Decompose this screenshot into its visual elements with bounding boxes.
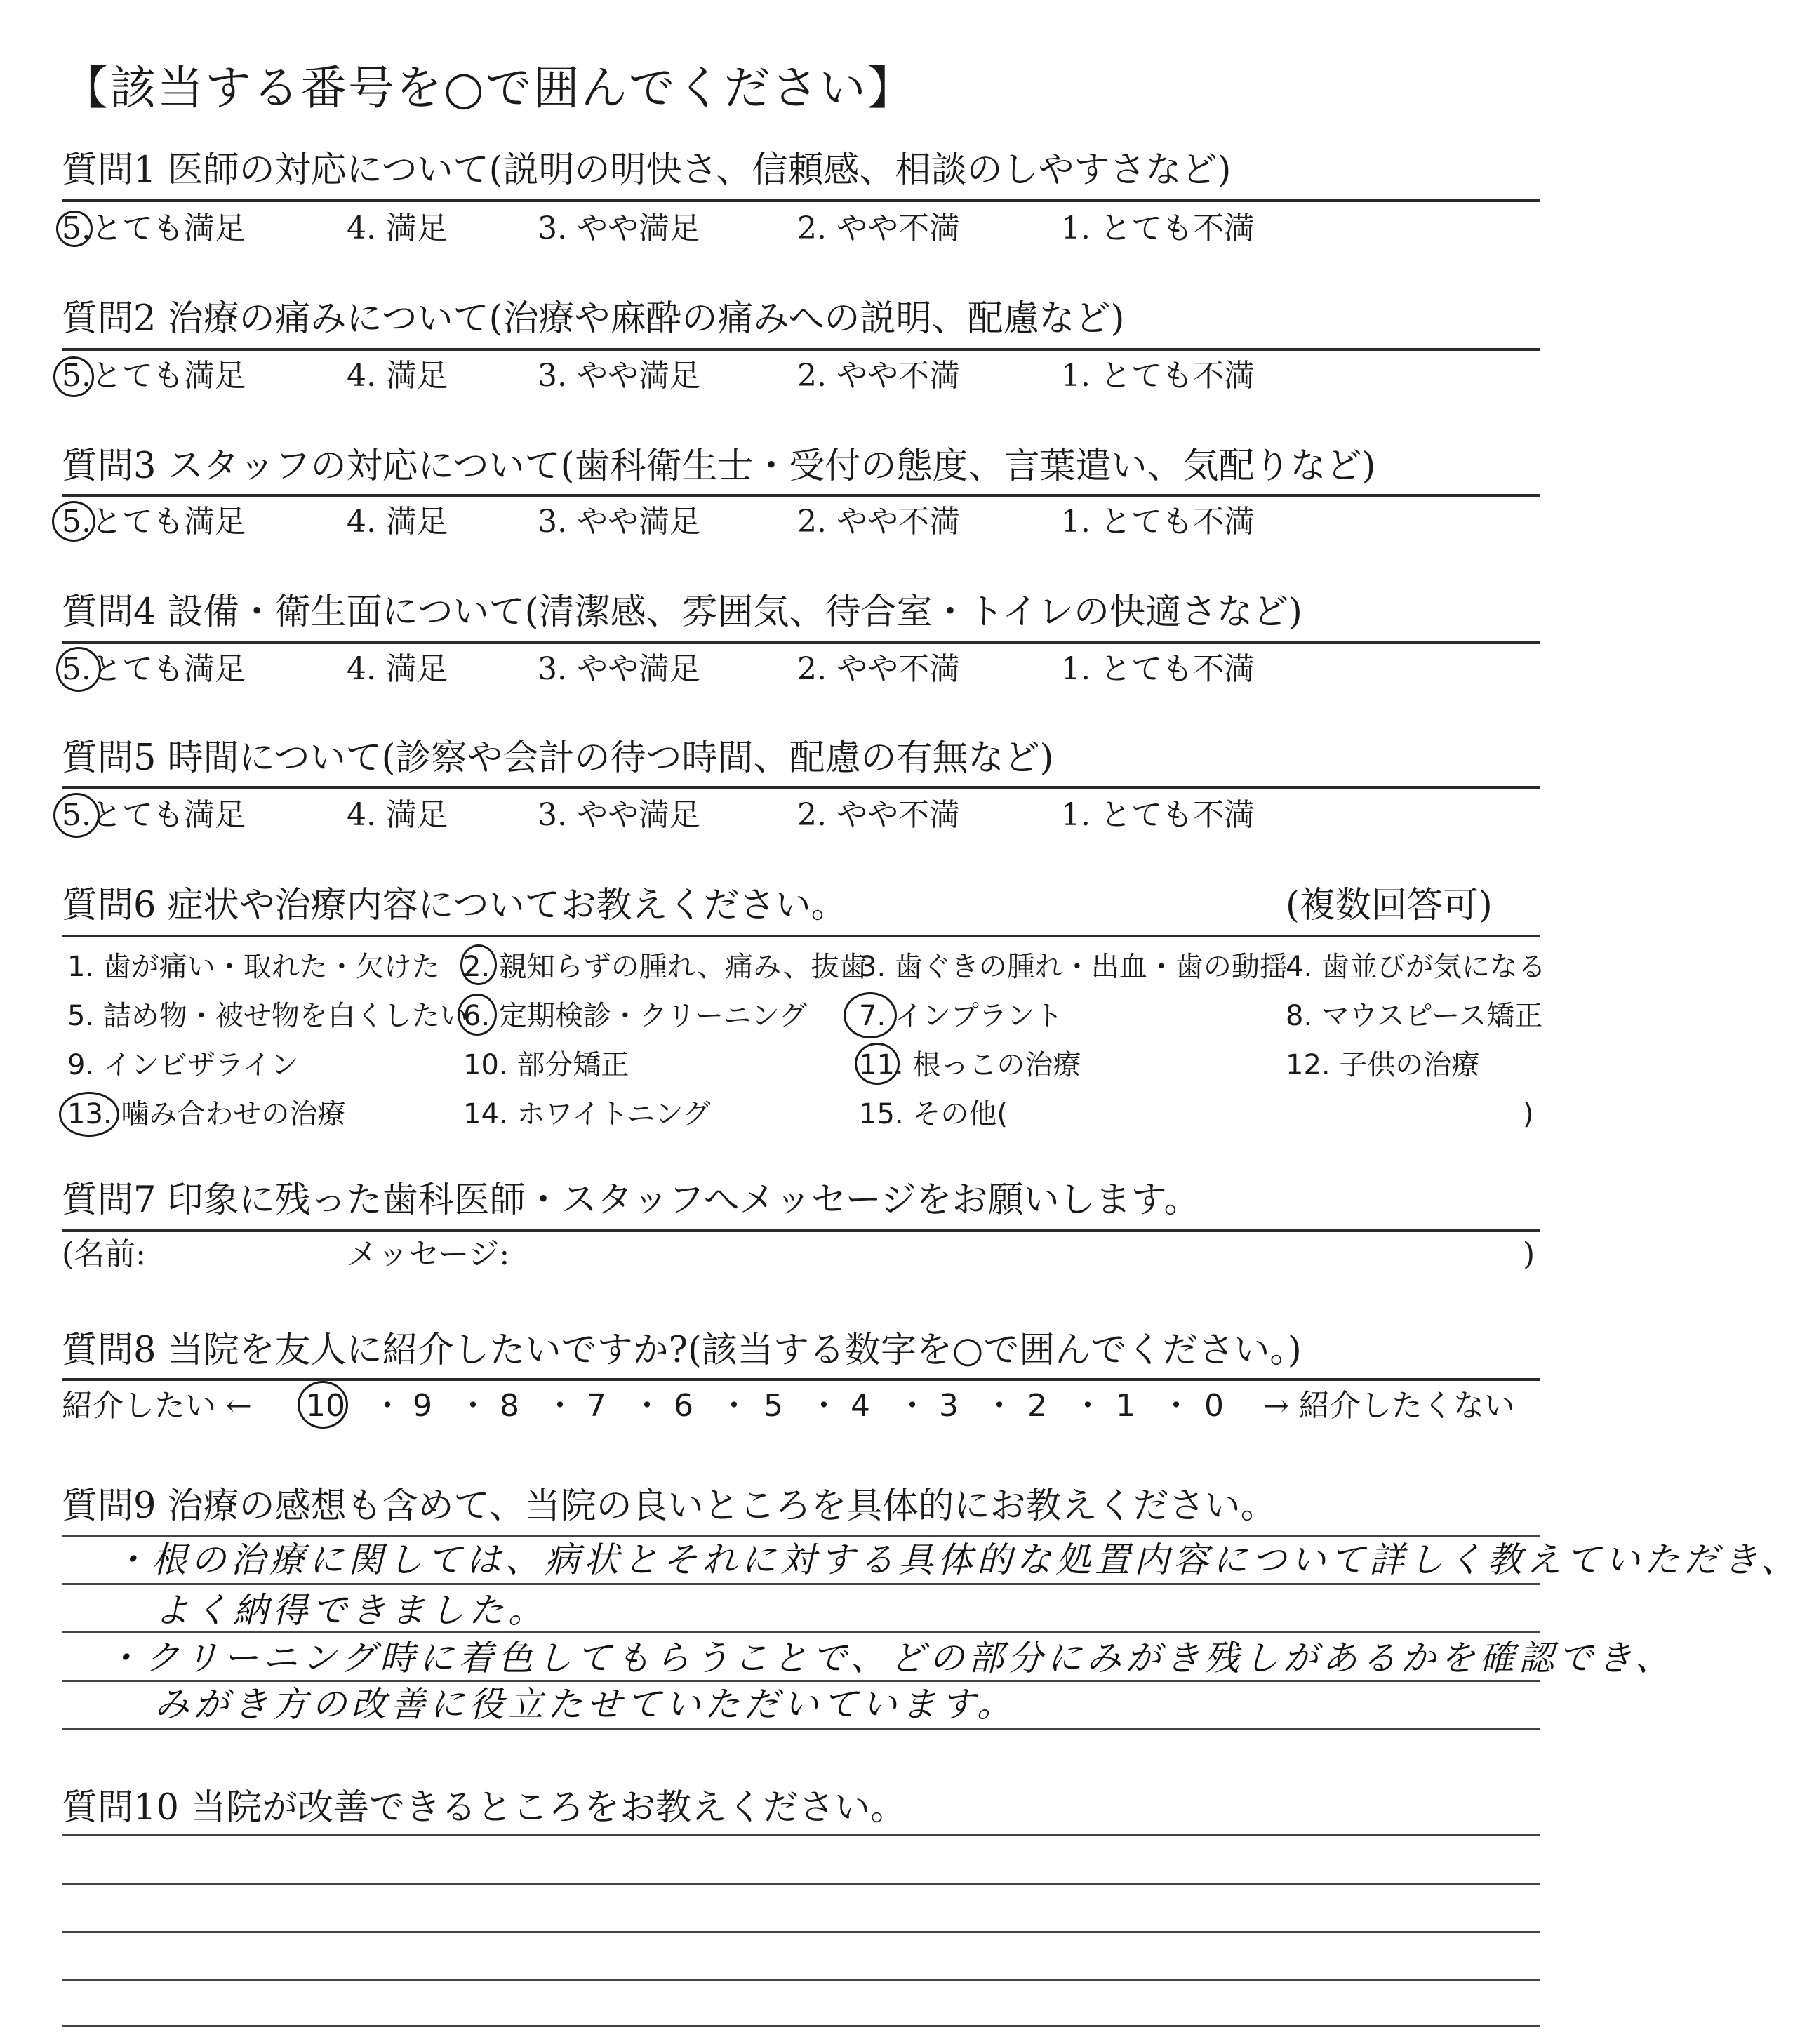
q8-scale-10[interactable]: 10: [306, 1388, 345, 1424]
q2-option-4[interactable]: 4. 満足: [347, 358, 448, 394]
q4-title: 質問4 設備・衛生面について(清潔感、雰囲気、待合室・トイレの快適さなど): [62, 592, 1302, 633]
q8-scale-0[interactable]: 0: [1204, 1388, 1224, 1424]
q6-item-4[interactable]: 4. 歯並びが気になる: [1286, 951, 1546, 983]
q6-circle-13: [59, 1092, 119, 1137]
q8-scale-1[interactable]: 1: [1116, 1388, 1135, 1424]
q6-item-2[interactable]: 2. 親知らずの腫れ、痛み、抜歯: [463, 951, 867, 983]
q4-option-5[interactable]: 5.とても満足: [62, 651, 246, 687]
q6-circle-11: [855, 1043, 900, 1085]
q3-option-5[interactable]: 5.とても満足: [62, 504, 246, 540]
q10-rule-1: [62, 1883, 1540, 1885]
q8-scale-6[interactable]: 6: [674, 1388, 693, 1424]
q1-option-2[interactable]: 2. やや不満: [797, 211, 960, 246]
q6-item-12[interactable]: 12. 子供の治療: [1286, 1049, 1480, 1081]
q5-option-5[interactable]: 5.とても満足: [62, 797, 246, 833]
q5-rule: [62, 786, 1540, 789]
q2-option-2[interactable]: 2. やや不満: [797, 358, 960, 394]
q8-dot: ・: [1072, 1388, 1103, 1424]
q10-rule-4: [62, 2025, 1540, 2027]
q8-scale-5[interactable]: 5: [764, 1388, 783, 1424]
q2-option-1[interactable]: 1. とても不満: [1061, 358, 1255, 394]
q6-item-6[interactable]: 6. 定期検診・クリーニング: [463, 1000, 808, 1032]
q7-close-paren: ): [1523, 1236, 1535, 1272]
q6-item-5[interactable]: 5. 詰め物・被せ物を白くしたい: [67, 1000, 468, 1032]
q1-rule: [62, 199, 1540, 202]
q8-dot: ・: [1161, 1388, 1192, 1424]
q1-title: 質問1 医師の対応について(説明の明快さ、信頼感、相談のしやすさなど): [62, 149, 1232, 191]
q8-scale-2[interactable]: 2: [1027, 1388, 1047, 1424]
q6-item-10[interactable]: 10. 部分矯正: [463, 1049, 629, 1081]
q8-scale-4[interactable]: 4: [851, 1388, 870, 1424]
q7-rule: [62, 1229, 1540, 1232]
q8-dot: ・: [719, 1388, 749, 1424]
q7-title: 質問7 印象に残った歯科医師・スタッフへメッセージをお願いします。: [62, 1180, 1200, 1221]
q6-multi-note: (複数回答可): [1286, 885, 1493, 926]
q6-item-1[interactable]: 1. 歯が痛い・取れた・欠けた: [67, 951, 440, 983]
q6-circle-7: [844, 992, 897, 1038]
q8-scale-9[interactable]: 9: [413, 1388, 432, 1424]
q6-item-15-close: ): [1523, 1098, 1534, 1130]
q1-option-4[interactable]: 4. 満足: [347, 211, 448, 246]
q7-name-label: (名前:: [62, 1236, 146, 1272]
q1-option-3[interactable]: 3. やや満足: [538, 211, 700, 246]
q8-rule: [62, 1378, 1540, 1381]
q8-dot: ・: [632, 1388, 662, 1424]
q6-title: 質問6 症状や治療内容についてお教えください。: [62, 885, 847, 926]
q6-circle-6: [458, 994, 497, 1036]
q8-scale-8[interactable]: 8: [500, 1388, 519, 1424]
q3-option-4[interactable]: 4. 満足: [347, 504, 448, 540]
q6-item-8[interactable]: 8. マウスピース矯正: [1286, 1000, 1543, 1032]
q6-item-13[interactable]: 13. 噛み合わせの治療: [67, 1098, 346, 1130]
q8-scale-3[interactable]: 3: [939, 1388, 959, 1424]
q2-option-3[interactable]: 3. やや満足: [538, 358, 700, 394]
q10-title: 質問10 当院が改善できるところをお教えください。: [62, 1787, 907, 1829]
q9-answer-line-4: みがき方の改善に役立たせていただいています。: [154, 1684, 1016, 1725]
q5-title: 質問5 時間について(診察や会計の待つ時間、配慮の有無など): [62, 737, 1054, 779]
q5-option-2[interactable]: 2. やや不満: [797, 797, 960, 833]
q4-rule: [62, 641, 1540, 644]
q10-rule-2: [62, 1931, 1540, 1933]
q6-circle-2: [460, 944, 497, 985]
q3-title: 質問3 スタッフの対応について(歯科衛生士・受付の態度、言葉遣い、気配りなど): [62, 446, 1376, 487]
q3-option-1[interactable]: 1. とても不満: [1061, 504, 1255, 540]
q2-title: 質問2 治療の痛みについて(治療や麻酔の痛みへの説明、配慮など): [62, 298, 1125, 340]
q9-title: 質問9 治療の感想も含めて、当院の良いところを具体的にお教えください。: [62, 1485, 1276, 1527]
q8-title: 質問8 当院を友人に紹介したいですか?(該当する数字を○で囲んでください。): [62, 1330, 1302, 1371]
q8-dot: ・: [984, 1388, 1015, 1424]
q9-answer-line-3: ・クリーニング時に着色してもらうことで、どの部分にみがき残しがあるかを確認でき、: [105, 1638, 1674, 1678]
q10-rule-3: [62, 1979, 1540, 1981]
q7-message-label: メッセージ:: [347, 1236, 510, 1272]
q6-item-15[interactable]: 15. その他(: [859, 1098, 1008, 1130]
q8-dot: ・: [808, 1388, 839, 1424]
instruction-heading: 【該当する番号を○で囲んでください】: [62, 61, 915, 115]
q6-rule: [62, 935, 1540, 937]
q5-option-1[interactable]: 1. とても不満: [1061, 797, 1255, 833]
q3-option-3[interactable]: 3. やや満足: [538, 504, 700, 540]
q4-option-4[interactable]: 4. 満足: [347, 651, 448, 687]
q8-dot: ・: [372, 1388, 403, 1424]
q8-left-label: 紹介したい ←: [62, 1388, 252, 1424]
q5-option-3[interactable]: 3. やや満足: [538, 797, 700, 833]
q6-item-9[interactable]: 9. インビザライン: [67, 1049, 299, 1081]
q6-item-3[interactable]: 3. 歯ぐきの腫れ・出血・歯の動揺: [859, 951, 1288, 983]
q2-option-5[interactable]: 5.とても満足: [62, 358, 246, 394]
q5-option-4[interactable]: 4. 満足: [347, 797, 448, 833]
q4-option-3[interactable]: 3. やや満足: [538, 651, 700, 687]
q6-item-7[interactable]: 7. インプラント: [859, 1000, 1063, 1032]
q8-right-label: → 紹介したくない: [1263, 1388, 1515, 1424]
q10-rule-0: [62, 1834, 1540, 1836]
q8-dot: ・: [545, 1388, 575, 1424]
q9-answer-line-1: ・根の治療に関しては、病状とそれに対する具体的な処置内容について詳しく教えていただき、: [112, 1539, 1800, 1580]
q4-option-1[interactable]: 1. とても不満: [1061, 651, 1255, 687]
q8-scale-7[interactable]: 7: [587, 1388, 606, 1424]
q9-answer-line-2: よく納得できました。: [154, 1590, 547, 1631]
q3-rule: [62, 494, 1540, 497]
q4-option-2[interactable]: 2. やや不満: [797, 651, 960, 687]
q8-dot: ・: [458, 1388, 488, 1424]
q1-option-5[interactable]: 5.とても満足: [62, 211, 246, 246]
q2-rule: [62, 348, 1540, 351]
q8-dot: ・: [897, 1388, 928, 1424]
q6-item-14[interactable]: 14. ホワイトニング: [463, 1098, 711, 1130]
q6-item-11[interactable]: 11. 根っこの治療: [859, 1049, 1081, 1081]
q8-answer-circle: [298, 1381, 348, 1429]
q3-option-2[interactable]: 2. やや不満: [797, 504, 960, 540]
q1-option-1[interactable]: 1. とても不満: [1061, 211, 1255, 246]
